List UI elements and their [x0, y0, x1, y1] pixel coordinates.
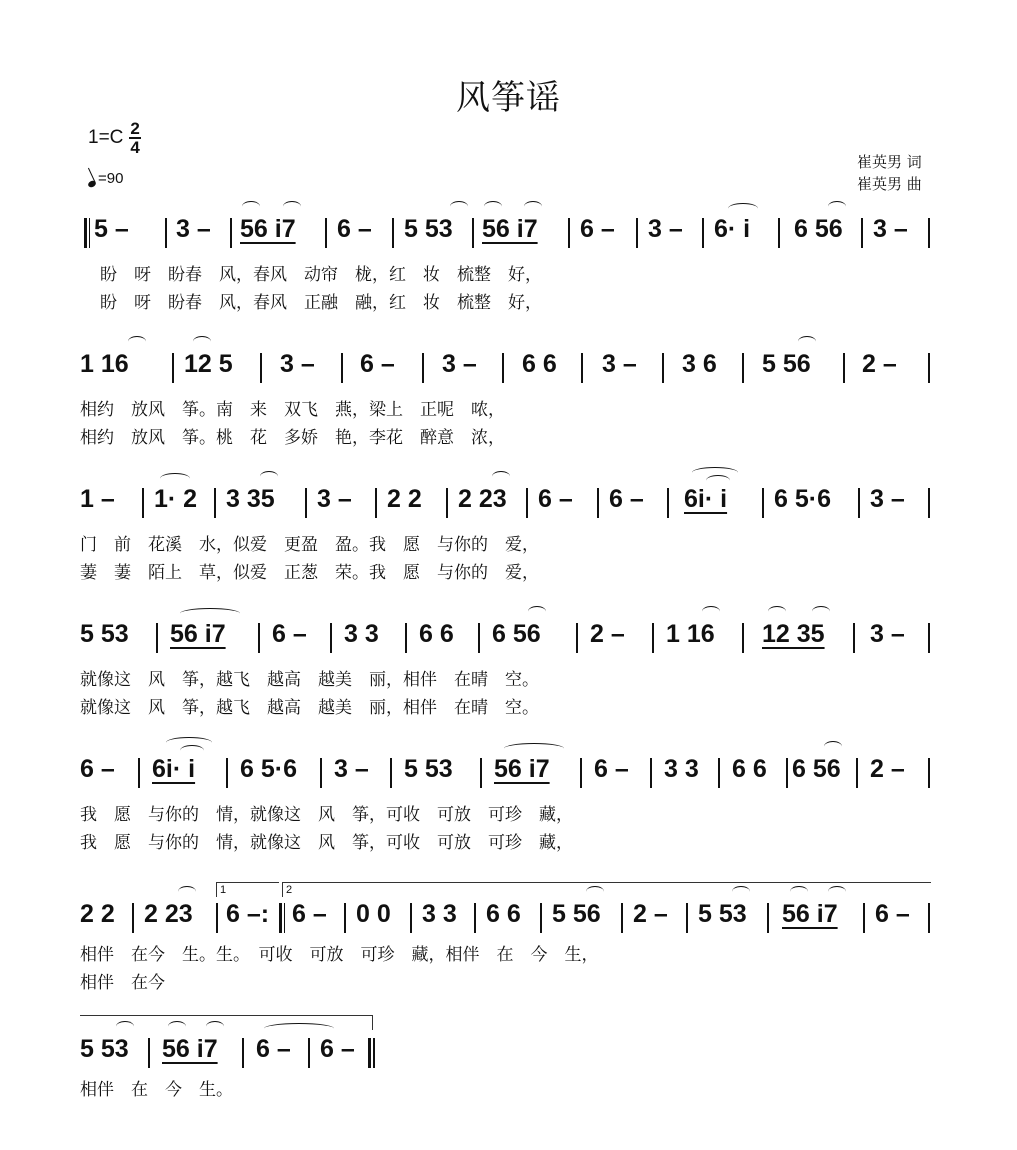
measure: 6 –	[360, 350, 395, 378]
measure: 6 –	[580, 215, 615, 243]
tie	[283, 201, 301, 212]
barline	[390, 758, 392, 788]
notes-line	[80, 485, 940, 525]
barline	[344, 903, 346, 933]
barline	[650, 758, 652, 788]
barline	[226, 758, 228, 788]
measure: 6 –	[609, 485, 644, 513]
tie	[798, 336, 816, 347]
tie	[524, 201, 542, 212]
barline	[305, 488, 307, 518]
repeat-end-barline-thin	[284, 903, 285, 933]
barline	[230, 218, 232, 248]
measure: 6 –	[337, 215, 372, 243]
barline	[742, 623, 744, 653]
measure: 3 35	[226, 485, 275, 513]
lyricist: 崔英男 词	[857, 153, 922, 171]
barline	[581, 353, 583, 383]
key-label: 1=C	[88, 127, 124, 148]
measure: 6 –	[272, 620, 307, 648]
barline	[858, 488, 860, 518]
measure: 56 i7	[494, 755, 550, 783]
measure: 1 –	[80, 485, 115, 513]
measure: 12 5	[184, 350, 233, 378]
measure: 2 2	[387, 485, 422, 513]
measure: 5 53	[404, 215, 453, 243]
measure: 6 –	[875, 900, 910, 928]
slur	[728, 203, 758, 214]
measure: 2 –	[862, 350, 897, 378]
lyrics-verse-2: 盼 呀 盼春 风，春风 正融 融，红 妆 梳整 好，	[100, 293, 542, 313]
measure: 56 i7	[240, 215, 296, 243]
measure: 6i· i	[684, 485, 728, 513]
barline	[928, 758, 930, 788]
measure: 3 6	[682, 350, 717, 378]
composer: 崔英男 曲	[857, 175, 922, 193]
barline	[786, 758, 788, 788]
measure: 6 –	[80, 755, 115, 783]
tie	[168, 1021, 186, 1032]
measure: 5 53	[80, 620, 129, 648]
barline	[392, 218, 394, 248]
lyrics-verse-1: 相伴 在今 生。生。 可收 可放 可珍 藏，相伴 在 今 生，	[80, 945, 599, 965]
measure: 1 16	[666, 620, 715, 648]
barline	[132, 903, 134, 933]
barline	[410, 903, 412, 933]
tie	[812, 606, 830, 617]
barline	[853, 623, 855, 653]
measure: 3 3	[344, 620, 379, 648]
measure: 6 –	[320, 1035, 355, 1063]
measure: 56 i7	[170, 620, 226, 648]
tempo-marking	[88, 170, 123, 187]
barline	[762, 488, 764, 518]
measure: 3 –	[280, 350, 315, 378]
barline	[242, 1038, 244, 1068]
measure: 5 56	[762, 350, 811, 378]
barline	[856, 758, 858, 788]
slur	[504, 743, 564, 754]
lyrics-verse-2: 相约 放风 筝。桃 花 多娇 艳，李花 醉意 浓，	[80, 428, 505, 448]
tie	[242, 201, 260, 212]
lyrics-verse-2: 相伴 在今	[80, 973, 165, 993]
barline	[568, 218, 570, 248]
barline	[502, 353, 504, 383]
measure: 6 56	[492, 620, 541, 648]
lyrics-verse-1: 相伴 在 今 生。	[80, 1080, 233, 1100]
measure: 3 –	[870, 620, 905, 648]
measure: 6 6	[732, 755, 767, 783]
barline	[446, 488, 448, 518]
repeat-start-barline-thin	[89, 218, 90, 248]
measure: 5 53	[404, 755, 453, 783]
measure: 2 –	[633, 900, 668, 928]
barline	[652, 623, 654, 653]
notes-line	[80, 1035, 940, 1075]
measure: 5 53	[698, 900, 747, 928]
barline	[526, 488, 528, 518]
barline	[472, 218, 474, 248]
tie	[790, 886, 808, 897]
measure: 6 –:	[226, 900, 270, 928]
measure: 6 5·6	[774, 485, 831, 513]
tempo-value: =90	[98, 170, 124, 187]
barline	[861, 218, 863, 248]
measure: 6 6	[419, 620, 454, 648]
barline	[928, 488, 930, 518]
barline	[260, 353, 262, 383]
measure: 3 –	[602, 350, 637, 378]
barline	[214, 488, 216, 518]
barline	[928, 623, 930, 653]
final-barline	[368, 1038, 371, 1068]
barline	[636, 218, 638, 248]
measure: 2 2	[80, 900, 115, 928]
lyrics-verse-2: 萋 萋 陌上 草，似爱 正葱 荣。我 愿 与你的 爱，	[80, 563, 539, 583]
measure: 56 i7	[162, 1035, 218, 1063]
barline	[540, 903, 542, 933]
volta-bracket-2: 2	[282, 882, 931, 897]
barline	[767, 903, 769, 933]
measure: 1· 2	[154, 485, 198, 513]
barline	[480, 758, 482, 788]
barline	[422, 353, 424, 383]
tie	[828, 886, 846, 897]
barline	[258, 623, 260, 653]
lyrics-verse-1: 盼 呀 盼春 风，春风 动帘 栊，红 妆 梳整 好，	[100, 265, 542, 285]
barline	[375, 488, 377, 518]
notes-line	[80, 350, 940, 390]
measure: 3 –	[334, 755, 369, 783]
barline	[621, 903, 623, 933]
measure: 3 –	[870, 485, 905, 513]
barline	[576, 623, 578, 653]
measure: 6 –	[292, 900, 327, 928]
measure: 3 –	[648, 215, 683, 243]
measure: 0 0	[356, 900, 391, 928]
final-barline-thick	[373, 1038, 375, 1068]
barline	[341, 353, 343, 383]
barline	[742, 353, 744, 383]
lyrics-verse-1: 相约 放风 筝。南 来 双飞 燕，梁上 正呢 哝，	[80, 400, 505, 420]
tie	[178, 886, 196, 897]
barline	[325, 218, 327, 248]
barline	[156, 623, 158, 653]
measure: 6 –	[256, 1035, 291, 1063]
time-signature: $\frac{2}{4}$	[130, 119, 140, 157]
tie	[450, 201, 468, 212]
measure: 6i· i	[152, 755, 196, 783]
barline	[686, 903, 688, 933]
measure: 12 35	[762, 620, 825, 648]
measure: 6 5·6	[240, 755, 297, 783]
measure: 3 –	[873, 215, 908, 243]
barline	[172, 353, 174, 383]
barline	[597, 488, 599, 518]
measure: 5 56	[552, 900, 601, 928]
measure: 3 –	[176, 215, 211, 243]
key-signature	[88, 120, 141, 156]
slur	[180, 608, 240, 619]
barline	[405, 623, 407, 653]
barline	[778, 218, 780, 248]
barline	[843, 353, 845, 383]
barline	[718, 758, 720, 788]
measure: 6 56	[792, 755, 841, 783]
volta-bracket-1: 1	[216, 882, 279, 897]
measure: 2 –	[870, 755, 905, 783]
measure: 6 56	[794, 215, 843, 243]
measure: 6 6	[522, 350, 557, 378]
measure: 6 –	[594, 755, 629, 783]
measure: 3 3	[422, 900, 457, 928]
measure: 3 –	[317, 485, 352, 513]
barline	[702, 218, 704, 248]
tie	[264, 1023, 334, 1034]
barline	[320, 758, 322, 788]
tie	[586, 886, 604, 897]
measure: 6 6	[486, 900, 521, 928]
credits	[857, 151, 922, 195]
tie	[768, 606, 786, 617]
repeat-end-barline	[279, 903, 282, 933]
measure: 5 53	[80, 1035, 129, 1063]
tie	[484, 201, 502, 212]
measure: 5 –	[94, 215, 129, 243]
barline	[928, 903, 930, 933]
notes-line	[80, 900, 940, 940]
tie	[492, 471, 510, 482]
tie	[824, 741, 842, 752]
barline	[662, 353, 664, 383]
barline	[138, 758, 140, 788]
barline	[165, 218, 167, 248]
notes-line	[80, 755, 940, 795]
tie	[528, 606, 546, 617]
measure: 2 23	[144, 900, 193, 928]
notes-line	[80, 620, 940, 660]
barline	[478, 623, 480, 653]
lyrics-verse-2: 就像这 风 筝，越飞 越高 越美 丽，相伴 在晴 空。	[80, 698, 539, 718]
barline	[330, 623, 332, 653]
barline	[308, 1038, 310, 1068]
measure: 2 23	[458, 485, 507, 513]
measure: 6· i	[714, 215, 751, 243]
tie	[732, 886, 750, 897]
tie	[116, 1021, 134, 1032]
barline	[142, 488, 144, 518]
measure: 6 –	[538, 485, 573, 513]
measure: 2 –	[590, 620, 625, 648]
measure: 3 –	[442, 350, 477, 378]
score-title: 风筝谣	[456, 78, 561, 118]
measure: 3 3	[664, 755, 699, 783]
slur	[160, 473, 190, 484]
barline	[928, 353, 930, 383]
tie	[702, 606, 720, 617]
barline	[216, 903, 218, 933]
barline	[928, 218, 930, 248]
barline	[667, 488, 669, 518]
barline	[580, 758, 582, 788]
repeat-start-barline	[84, 218, 87, 248]
quarter-note-icon	[87, 179, 97, 188]
lyrics-verse-1: 我 愿 与你的 情，就像这 风 筝，可收 可放 可珍 藏，	[80, 805, 573, 825]
lyrics-verse-1: 就像这 风 筝，越飞 越高 越美 丽，相伴 在晴 空。	[80, 670, 539, 690]
barline	[863, 903, 865, 933]
measure: 56 i7	[782, 900, 838, 928]
tie	[828, 201, 846, 212]
measure: 1 16	[80, 350, 129, 378]
measure: 56 i7	[482, 215, 538, 243]
lyrics-verse-2: 我 愿 与你的 情，就像这 风 筝，可收 可放 可珍 藏，	[80, 833, 573, 853]
barline	[474, 903, 476, 933]
tie	[260, 471, 278, 482]
barline	[148, 1038, 150, 1068]
tie	[128, 336, 146, 347]
tie	[206, 1021, 224, 1032]
tie	[193, 336, 211, 347]
lyrics-verse-1: 门 前 花溪 水，似爱 更盈 盈。我 愿 与你的 爱，	[80, 535, 539, 555]
notes-line	[80, 215, 940, 255]
